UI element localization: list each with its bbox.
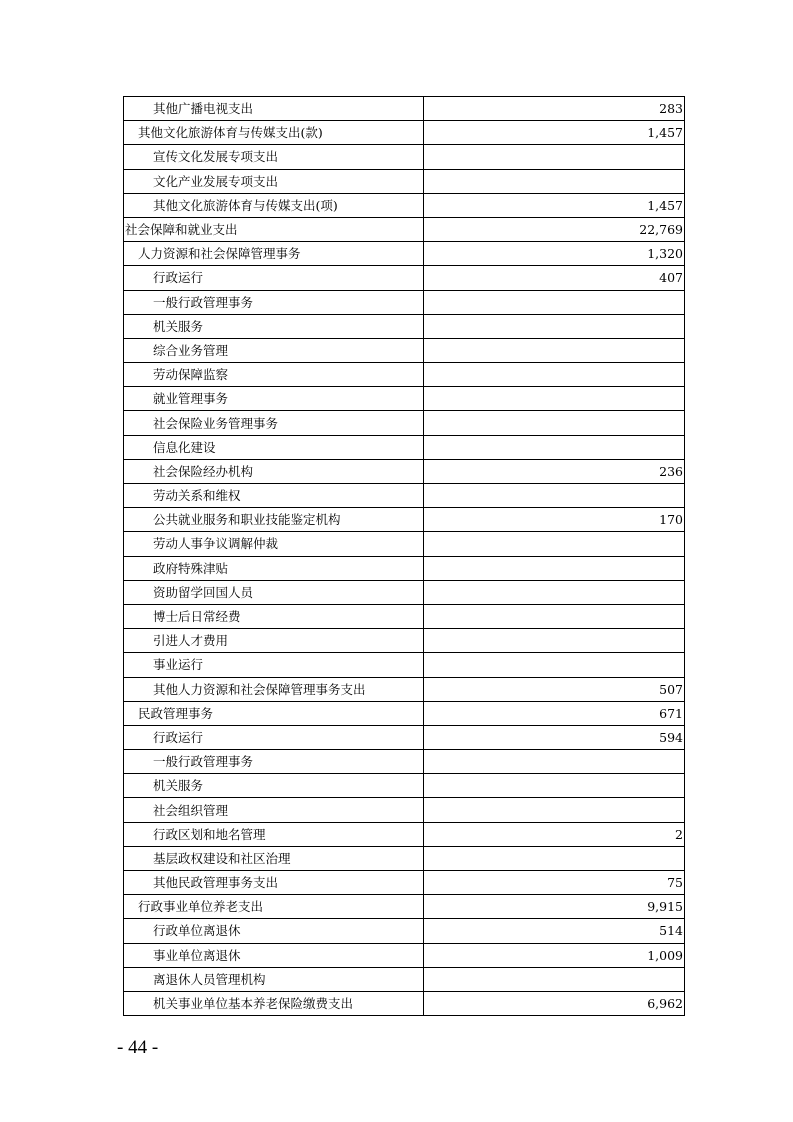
row-amount: 671 bbox=[424, 701, 685, 725]
row-amount: 507 bbox=[424, 677, 685, 701]
table-row bbox=[124, 629, 685, 653]
table-row bbox=[124, 967, 685, 991]
table-row bbox=[124, 846, 685, 870]
row-amount bbox=[424, 435, 685, 459]
table-row bbox=[124, 871, 685, 895]
row-label: 机关服务 bbox=[124, 314, 424, 338]
row-amount: 514 bbox=[424, 919, 685, 943]
table-row bbox=[124, 580, 685, 604]
table-row bbox=[124, 411, 685, 435]
row-label: 劳动人事争议调解仲裁 bbox=[124, 532, 424, 556]
row-amount: 2 bbox=[424, 822, 685, 846]
row-amount bbox=[424, 774, 685, 798]
table-row bbox=[124, 217, 685, 241]
row-amount: 594 bbox=[424, 725, 685, 749]
row-amount bbox=[424, 411, 685, 435]
row-amount bbox=[424, 750, 685, 774]
row-label: 文化产业发展专项支出 bbox=[124, 169, 424, 193]
table-row bbox=[124, 943, 685, 967]
table-row bbox=[124, 895, 685, 919]
row-label: 社会保险业务管理事务 bbox=[124, 411, 424, 435]
row-label: 行政单位离退休 bbox=[124, 919, 424, 943]
table-row bbox=[124, 774, 685, 798]
row-label: 社会保险经办机构 bbox=[124, 459, 424, 483]
table-row bbox=[124, 919, 685, 943]
row-label: 劳动保障监察 bbox=[124, 363, 424, 387]
table-row bbox=[124, 991, 685, 1015]
row-amount bbox=[424, 484, 685, 508]
row-amount bbox=[424, 314, 685, 338]
row-amount: 407 bbox=[424, 266, 685, 290]
row-amount bbox=[424, 556, 685, 580]
row-label: 一般行政管理事务 bbox=[124, 750, 424, 774]
row-label: 其他人力资源和社会保障管理事务支出 bbox=[124, 677, 424, 701]
row-amount bbox=[424, 967, 685, 991]
row-label: 引进人才费用 bbox=[124, 629, 424, 653]
table-row bbox=[124, 338, 685, 362]
row-amount bbox=[424, 169, 685, 193]
row-amount: 75 bbox=[424, 871, 685, 895]
row-label: 离退休人员管理机构 bbox=[124, 967, 424, 991]
row-label: 事业单位离退休 bbox=[124, 943, 424, 967]
row-label: 宣传文化发展专项支出 bbox=[124, 145, 424, 169]
row-label: 行政运行 bbox=[124, 725, 424, 749]
row-amount: 236 bbox=[424, 459, 685, 483]
row-amount bbox=[424, 290, 685, 314]
table-row bbox=[124, 604, 685, 628]
budget-table bbox=[123, 96, 685, 1016]
row-amount: 9,915 bbox=[424, 895, 685, 919]
row-amount bbox=[424, 145, 685, 169]
row-label: 信息化建设 bbox=[124, 435, 424, 459]
table-row bbox=[124, 363, 685, 387]
row-label: 社会保障和就业支出 bbox=[124, 217, 424, 241]
table-row bbox=[124, 484, 685, 508]
row-amount bbox=[424, 629, 685, 653]
table-row bbox=[124, 169, 685, 193]
row-label: 劳动关系和维权 bbox=[124, 484, 424, 508]
row-label: 其他文化旅游体育与传媒支出(项) bbox=[124, 193, 424, 217]
table-row bbox=[124, 653, 685, 677]
table-row bbox=[124, 822, 685, 846]
page-number: - 44 - bbox=[117, 1037, 159, 1058]
row-amount bbox=[424, 798, 685, 822]
table-row bbox=[124, 725, 685, 749]
table-row bbox=[124, 677, 685, 701]
table-row bbox=[124, 798, 685, 822]
table-row bbox=[124, 750, 685, 774]
row-amount bbox=[424, 846, 685, 870]
row-label: 就业管理事务 bbox=[124, 387, 424, 411]
table-row bbox=[124, 193, 685, 217]
table-row bbox=[124, 508, 685, 532]
table-row bbox=[124, 459, 685, 483]
row-amount bbox=[424, 338, 685, 362]
table-row bbox=[124, 556, 685, 580]
table-row bbox=[124, 266, 685, 290]
row-label: 行政事业单位养老支出 bbox=[124, 895, 424, 919]
row-label: 民政管理事务 bbox=[124, 701, 424, 725]
row-amount: 1,009 bbox=[424, 943, 685, 967]
row-label: 事业运行 bbox=[124, 653, 424, 677]
row-label: 其他文化旅游体育与传媒支出(款) bbox=[124, 121, 424, 145]
row-amount bbox=[424, 580, 685, 604]
row-amount: 283 bbox=[424, 97, 685, 121]
row-amount: 22,769 bbox=[424, 217, 685, 241]
row-label: 政府特殊津贴 bbox=[124, 556, 424, 580]
row-amount bbox=[424, 387, 685, 411]
row-amount: 1,320 bbox=[424, 242, 685, 266]
row-label: 机关服务 bbox=[124, 774, 424, 798]
row-label: 资助留学回国人员 bbox=[124, 580, 424, 604]
row-amount bbox=[424, 653, 685, 677]
row-label: 社会组织管理 bbox=[124, 798, 424, 822]
table-row bbox=[124, 121, 685, 145]
row-label: 行政区划和地名管理 bbox=[124, 822, 424, 846]
row-amount: 170 bbox=[424, 508, 685, 532]
table-row bbox=[124, 290, 685, 314]
row-amount bbox=[424, 604, 685, 628]
row-label: 公共就业服务和职业技能鉴定机构 bbox=[124, 508, 424, 532]
row-amount bbox=[424, 363, 685, 387]
row-label: 一般行政管理事务 bbox=[124, 290, 424, 314]
row-label: 行政运行 bbox=[124, 266, 424, 290]
row-label: 人力资源和社会保障管理事务 bbox=[124, 242, 424, 266]
table-row bbox=[124, 97, 685, 121]
row-label: 机关事业单位基本养老保险缴费支出 bbox=[124, 991, 424, 1015]
row-amount: 6,962 bbox=[424, 991, 685, 1015]
row-amount: 1,457 bbox=[424, 121, 685, 145]
row-label: 基层政权建设和社区治理 bbox=[124, 846, 424, 870]
row-label: 综合业务管理 bbox=[124, 338, 424, 362]
table-row bbox=[124, 145, 685, 169]
row-label: 博士后日常经费 bbox=[124, 604, 424, 628]
row-amount bbox=[424, 532, 685, 556]
row-amount: 1,457 bbox=[424, 193, 685, 217]
table-row bbox=[124, 314, 685, 338]
row-label: 其他广播电视支出 bbox=[124, 97, 424, 121]
table-row bbox=[124, 701, 685, 725]
table-row bbox=[124, 435, 685, 459]
row-label: 其他民政管理事务支出 bbox=[124, 871, 424, 895]
table-body bbox=[124, 97, 685, 1016]
table-row bbox=[124, 242, 685, 266]
table-row bbox=[124, 532, 685, 556]
table-row bbox=[124, 387, 685, 411]
